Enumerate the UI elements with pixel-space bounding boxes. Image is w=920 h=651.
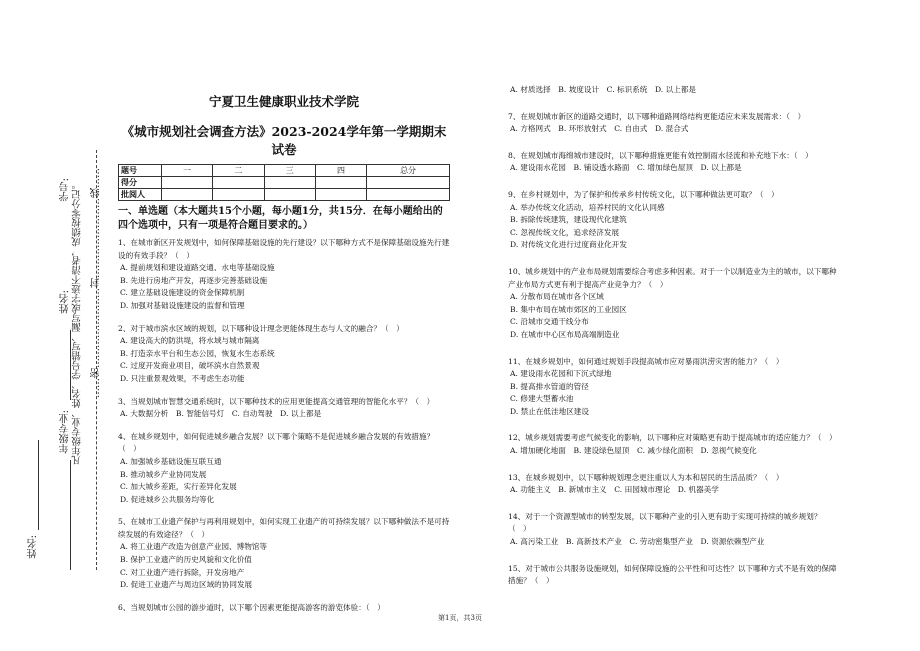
name-label: 姓名: xyxy=(60,290,71,314)
exam-title: 《城市规划社会调查方法》2023-2024学年第一学期期末试卷 xyxy=(121,124,447,157)
question-stem: 13、在城乡规划中，以下哪种规划理念更注重以人为本和居民的生活品质？（ ） xyxy=(508,472,784,482)
option[interactable]: B. 推动城乡产业协同发展 xyxy=(120,469,207,479)
question-stem: 15、对于城市公共服务设施规划，如何保障设施的公平性和可达性？以下哪种方式不是有效的保障措施？（ ） xyxy=(508,563,837,586)
option[interactable]: A. 建设雨水花园和下沉式绿地 xyxy=(510,369,612,379)
score-cell[interactable] xyxy=(213,189,264,201)
school-name: 宁夏卫生健康职业技术学院 xyxy=(208,94,359,109)
question-stem: 12、城乡规划需要考虑气候变化的影响，以下哪种应对策略更有助于提高城市的适应能力？（ ） xyxy=(508,433,837,443)
binding-margin xyxy=(0,0,118,651)
option[interactable]: A. 建设高大的防洪堤，将水域与城市隔离 xyxy=(120,336,260,346)
option[interactable]: D. 禁止在低洼地区建设 xyxy=(510,406,589,416)
score-table xyxy=(118,164,450,201)
question-5 xyxy=(118,516,450,592)
name-label-outer: 姓名: xyxy=(28,535,39,559)
seal-line-text: ……密……………………封……………………线…… xyxy=(91,168,102,398)
option-row[interactable]: A. 高污染工业 B. 高新技术产业 C. 劳动密集型产业 D. 资源依赖型产业 xyxy=(510,537,765,547)
question-stem: 14、对于一个资源型城市的转型发展，以下哪种产业的引入更有助于实现可持续的城乡规划？（ ） xyxy=(508,511,822,534)
page-footer: 第1页，共3页 xyxy=(438,614,482,622)
option-row[interactable]: A. 材质选择 B. 坡度设计 C. 标识系统 D. 以上都是 xyxy=(510,85,697,94)
score-cell[interactable] xyxy=(264,177,315,189)
score-cell[interactable] xyxy=(315,177,366,189)
option[interactable]: A. 举办传统文化活动，培养村民的文化认同感 xyxy=(510,202,665,212)
question-11 xyxy=(508,356,838,419)
option[interactable]: B. 提高排水管道的管径 xyxy=(510,381,589,391)
question-4 xyxy=(118,431,450,507)
question-8 xyxy=(508,150,838,175)
question-stem: 3、当规划城市智慧交通系统时，以下哪种技术的应用更能提高交通管理的智能化水平？（ ） xyxy=(118,396,435,406)
option[interactable]: B. 集中布局在城市郊区的工业园区 xyxy=(510,304,627,314)
option[interactable]: A. 加强城乡基础设施互联互通 xyxy=(120,456,222,466)
option[interactable]: D. 在城市中心区布局高端制造业 xyxy=(510,329,620,339)
option[interactable]: B. 打造亲水平台和生态公园，恢复水生态系统 xyxy=(120,348,275,358)
score-row-label: 批阅人 xyxy=(119,189,162,201)
option[interactable]: B. 拆除传统建筑，建设现代化建筑 xyxy=(510,215,627,225)
option[interactable]: C. 加大城乡差距，实行差异化发展 xyxy=(120,482,237,492)
score-table-row xyxy=(119,189,450,201)
score-header-cell: 总分 xyxy=(367,165,450,177)
score-header-cell: 四 xyxy=(315,165,366,177)
score-cell[interactable] xyxy=(315,189,366,201)
option[interactable]: C. 对工业遗产进行拆除，开发房地产 xyxy=(120,567,245,577)
score-table-row xyxy=(119,177,450,189)
option[interactable]: A. 将工业遗产改造为创意产业园、博物馆等 xyxy=(120,542,267,552)
option[interactable]: B. 先进行房地产开发，再逐步完善基础设施 xyxy=(120,275,268,285)
student-id-label: 学号: xyxy=(60,178,71,202)
option[interactable]: D. 促进工业遗产与周边区域的协同发展 xyxy=(120,580,253,590)
question-6-options xyxy=(508,84,838,97)
score-cell[interactable] xyxy=(162,189,213,201)
question-15 xyxy=(508,563,838,588)
option-row[interactable]: A. 方格网式 B. 环形放射式 C. 自由式 D. 混合式 xyxy=(510,124,689,134)
option[interactable]: A. 分散布局在城市各个区域 xyxy=(510,292,604,302)
right-column xyxy=(508,84,838,588)
option[interactable]: C. 过度开发商业项目，破坏滨水自然景观 xyxy=(120,361,260,371)
option[interactable]: C. 修建大型蓄水池 xyxy=(510,394,574,404)
question-stem: 9、在乡村规划中，为了保护和传承乡村传统文化，以下哪种做法更可取？（ ） xyxy=(508,189,779,199)
class-blank-line xyxy=(70,460,71,570)
name-blank-line xyxy=(70,330,71,400)
question-stem: 4、在城乡规划中，如何促进城乡融合发展？以下哪个策略不是促进城乡融合发展的有效措施？（ ） xyxy=(118,431,435,454)
option[interactable]: C. 建立基础设施建设的资金保障机制 xyxy=(120,288,245,298)
score-cell[interactable] xyxy=(367,189,450,201)
score-cell[interactable] xyxy=(264,189,315,201)
option[interactable]: A. 提前规划和建设道路交通、水电等基础设施 xyxy=(120,263,275,273)
question-stem: 10、城乡规划中的产业布局规划需要综合考虑多种因素。对于一个以制造业为主的城市，以下哪种产业布局方式更有利于提高产业竞争力？（ ） xyxy=(508,266,837,289)
question-9 xyxy=(508,189,838,252)
option[interactable]: D. 对传统文化进行过度商业化开发 xyxy=(510,240,627,250)
score-cell[interactable] xyxy=(162,177,213,189)
option-row[interactable]: A. 建设雨水花园 B. 铺设透水路面 C. 增加绿色屋顶 D. 以上都是 xyxy=(510,163,742,173)
left-column xyxy=(118,92,450,614)
score-table-header-row xyxy=(119,165,450,177)
option[interactable]: C. 沿城市交通干线分布 xyxy=(510,317,589,327)
score-header-cell: 一 xyxy=(162,165,213,177)
option[interactable]: D. 促进城乡公共服务均等化 xyxy=(120,494,215,504)
question-13 xyxy=(508,472,838,497)
question-stem: 7、在规划城市新区的道路交通时，以下哪种道路网络结构更能适应未来发展需求：（ ） xyxy=(508,111,806,121)
notice-text: 凡年级专业、姓名、学号错写、漏写或字迹不清者，成绩按零分记。 xyxy=(72,180,83,465)
option[interactable]: D. 加强对基础设施建设的监督和管理 xyxy=(120,300,245,310)
question-stem: 2、对于城市滨水区域的规划，以下哪种设计理念更能体现生态与人文的融合？（ ） xyxy=(118,323,404,333)
option-row[interactable]: A. 大数据分析 B. 智能信号灯 C. 自动驾驶 D. 以上都是 xyxy=(120,409,322,419)
class-label: 年级专业: xyxy=(60,410,71,454)
question-7 xyxy=(508,111,838,136)
option[interactable]: C. 忽视传统文化，追求经济发展 xyxy=(510,227,620,237)
question-stem: 8、在规划城市海绵城市建设时，以下哪种措施更能有效控制雨水径流和补充地下水：（ ） xyxy=(508,150,813,160)
outer-name-blank-line xyxy=(38,440,39,530)
score-header-cell: 题号 xyxy=(119,165,162,177)
question-1 xyxy=(118,237,450,313)
score-row-label: 得分 xyxy=(119,177,162,189)
option[interactable]: B. 保护工业遗产的历史风貌和文化价值 xyxy=(120,555,252,565)
question-3 xyxy=(118,396,450,421)
score-header-cell: 三 xyxy=(264,165,315,177)
score-cell[interactable] xyxy=(367,177,450,189)
question-10 xyxy=(508,266,838,342)
option[interactable]: D. 只注重景观效果，不考虑生态功能 xyxy=(120,373,245,383)
question-stem: 5、在城市工业遗产保护与再利用规划中，如何实现工业遗产的可持续发展？以下哪种做法不是可持续发展的有效途径？（ ） xyxy=(118,517,450,539)
question-14 xyxy=(508,511,838,549)
section-heading: 一、单选题（本大题共15个小题，每小题1分，共15分．在每小题给出的四个选项中，只有一项是符合题目要求的。） xyxy=(118,206,443,231)
option-row[interactable]: A. 功能主义 B. 新城市主义 C. 田园城市理论 D. 机器美学 xyxy=(510,485,719,495)
question-stem: 11、在城乡规划中，如何通过规划手段提高城市应对暴雨洪涝灾害的能力？（ ） xyxy=(508,356,784,366)
score-header-cell: 二 xyxy=(213,165,264,177)
question-stem: 6、当规划城市公园的游步道时，以下哪个因素更能提高游客的游览体验：（ ） xyxy=(118,602,385,612)
option-row[interactable]: A. 增加硬化地面 B. 建设绿色屋顶 C. 减少绿化面积 D. 忽视气候变化 xyxy=(510,446,757,456)
question-12 xyxy=(508,432,838,457)
question-2 xyxy=(118,323,450,386)
score-cell[interactable] xyxy=(213,177,264,189)
question-stem: 1、在城市新区开发规划中，如何保障基础设施的先行建设？以下哪种方式不是保障基础设施先行建设的有效手段？（ ） xyxy=(118,238,450,260)
